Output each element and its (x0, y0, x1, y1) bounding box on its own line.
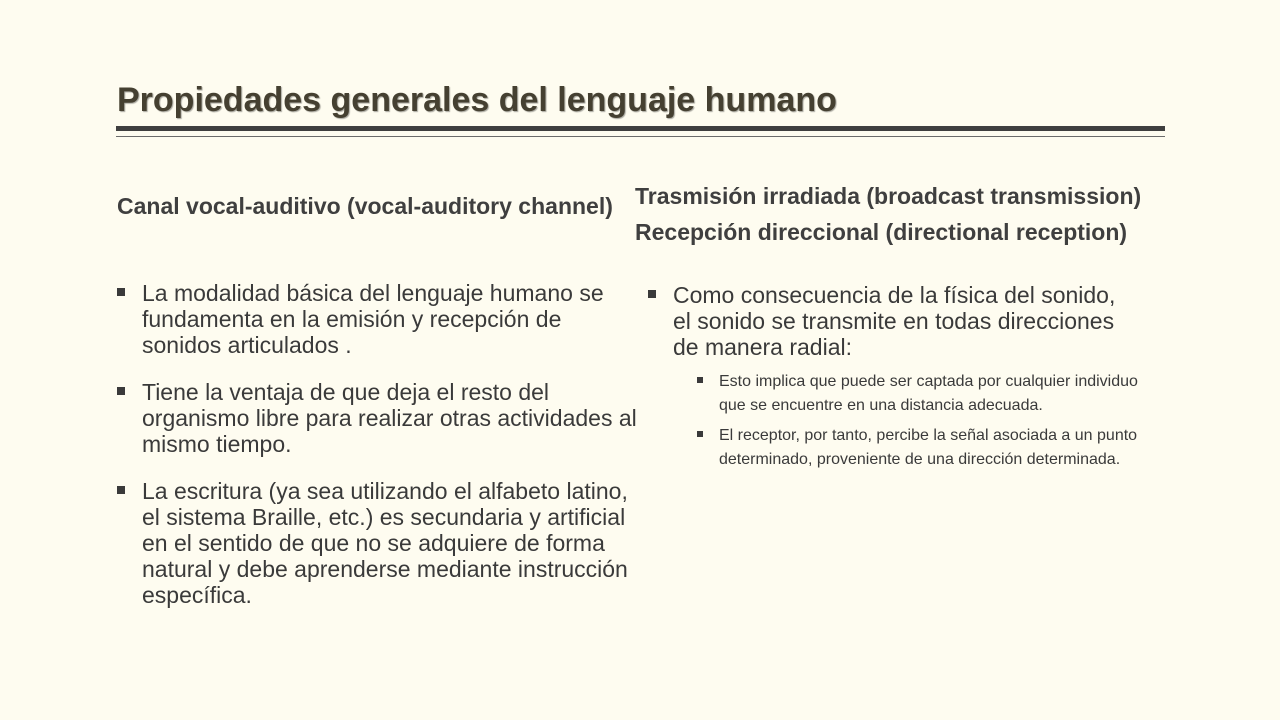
left-bullet-1-text: La modalidad básica del lenguaje humano se fundamenta en la emisión y recepción de sonidos articulados . (142, 280, 604, 358)
square-bullet-icon (697, 431, 703, 437)
left-bullet-1 (117, 280, 637, 358)
right-sub-bullet-list (697, 370, 1167, 472)
right-sub-bullet-2-text: El receptor, por tanto, percibe la señal asociada a un punto determinado, proveniente de una dirección determinada. (719, 427, 1138, 468)
left-bullet-list (117, 280, 637, 629)
right-sub-bullet-1-text: Esto implica que puede ser captada por cualquier individuo que se encuentre en una distancia adecuada. (719, 373, 1138, 414)
slide-title: Propiedades generales del lenguaje humano (117, 81, 837, 119)
right-sub-bullet-2 (697, 424, 1167, 472)
left-heading: Canal vocal-auditivo (vocal-auditory channel) (117, 193, 613, 219)
left-bullet-2-text: Tiene la ventaja de que deja el resto del organismo libre para realizar otras actividades al mismo tiempo. (142, 379, 637, 457)
square-bullet-icon (117, 387, 125, 395)
title-rule-thick (116, 126, 1165, 131)
right-bullet-1 (648, 282, 1138, 472)
right-sub-bullet-1 (697, 370, 1167, 418)
left-bullet-2 (117, 379, 637, 457)
right-heading-reception: Recepción direccional (directional reception) (635, 219, 1128, 245)
right-heading-transmission: Trasmisión irradiada (broadcast transmission) (635, 183, 1142, 209)
left-bullet-3-text: La escritura (ya sea utilizando el alfabeto latino, el sistema Braille, etc.) es secundaria y artificial en el sentido de que no se adquiere de forma natural y debe aprenderse mediante instrucción específica. (142, 478, 628, 608)
square-bullet-icon (697, 377, 703, 383)
right-bullet-list (648, 282, 1138, 478)
right-bullet-1-text: Como consecuencia de la física del sonido, el sonido se transmite en todas direcciones de manera radial: (673, 282, 1116, 360)
square-bullet-icon (648, 290, 656, 298)
left-bullet-3 (117, 478, 637, 608)
square-bullet-icon (117, 486, 125, 494)
title-rule-thin (116, 136, 1165, 137)
square-bullet-icon (117, 288, 125, 296)
